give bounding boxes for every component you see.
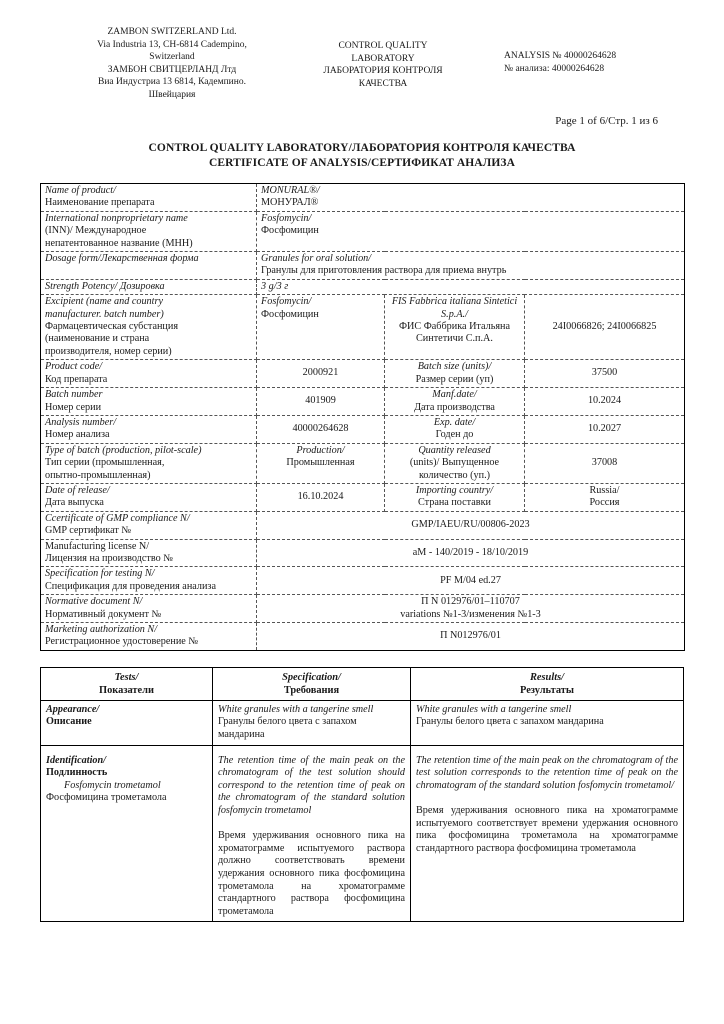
- page-title: [40, 141, 684, 171]
- table-row: [41, 415, 685, 443]
- name-of-product-value: MONURAL®/ МОНУРАЛ®: [257, 184, 685, 212]
- importing-country-value: Russia/ Россия: [525, 483, 685, 511]
- strength-value: 3 g/3 г: [257, 279, 685, 294]
- manufacturer-line-5: Виа Индустриа 13 6814, Кадемпино.: [98, 77, 246, 87]
- table-row: [41, 279, 685, 294]
- laboratory-line-3: ЛАБОРАТОРИЯ КОНТРОЛЯ: [323, 66, 443, 76]
- table-row: [41, 295, 685, 360]
- page-number: Page 1 of 6/Стр. 1 из 6: [555, 115, 658, 127]
- table-row: [41, 360, 685, 388]
- strength-label: Strength Potency/ Дозировка: [41, 279, 257, 294]
- importing-country-label: Importing country/ Страна поставки: [385, 483, 525, 511]
- excipient-label: Excipient (name and country manufacturer. batch number) Фармацевтическая субстанция (наименование и страна производителя, номер серии): [41, 295, 257, 360]
- tests-results-table: [40, 667, 684, 923]
- page-title-line-1: CONTROL QUALITY LABORATORY/ЛАБОРАТОРИЯ КОНТРОЛЯ КАЧЕСТВА: [148, 142, 576, 154]
- manufacturer-line-6: Швейцария: [148, 89, 196, 100]
- test-name-appearance: Appearance/ Описание: [41, 700, 213, 745]
- manf-date-label: Manf.date/ Дата производства: [385, 388, 525, 416]
- analysis-number-ru: № анализа: 40000264628: [504, 63, 605, 74]
- laboratory-line-2: LABORATORY: [351, 53, 415, 64]
- manf-date-value: 10.2024: [525, 388, 685, 416]
- manufacturer-line-3: Switzerland: [149, 52, 195, 62]
- gmp-certificate-label: Ccertificate of GMP compliance N/ GMP сертификат №: [41, 511, 257, 539]
- product-code-label: Product code/ Код препарата: [41, 360, 257, 388]
- normative-document-value: П N 012976/01–110707 variations №1-3/изменения №1-3: [257, 595, 685, 623]
- column-header-results: Results/ Результаты: [411, 667, 684, 700]
- test-result-appearance: White granules with a tangerine smell Гранулы белого цвета с запахом мандарина: [411, 700, 684, 745]
- laboratory-line-4: КАЧЕСТВА: [358, 78, 408, 89]
- specification-label: Specification for testing N/ Спецификация для проведения анализа: [41, 567, 257, 595]
- table-header-row: [41, 667, 684, 700]
- specification-value: PF M/04 ed.27: [257, 567, 685, 595]
- table-row: [41, 252, 685, 280]
- manufacturing-license-value: aM - 140/2019 - 18/10/2019: [257, 539, 685, 567]
- batch-number-label: Batch number Номер серии: [41, 388, 257, 416]
- table-row: [41, 700, 684, 745]
- quantity-released-value: 37008: [525, 443, 685, 483]
- manufacturer-line-4: ЗАМБОН СВИТЦЕРЛАНД Лтд: [107, 64, 237, 75]
- exp-date-value: 10.2027: [525, 415, 685, 443]
- table-row: [41, 623, 685, 651]
- product-code-value: 2000921: [257, 360, 385, 388]
- type-of-batch-value: Production/ Промышленная: [257, 443, 385, 483]
- manufacturer-line-2: Via Industria 13, CH-6814 Cadempino,: [97, 39, 247, 50]
- table-row: [41, 184, 685, 212]
- date-of-release-value: 16.10.2024: [257, 483, 385, 511]
- table-row: [41, 211, 685, 251]
- manufacturing-license-label: Manufacturing license N/ Лицензия на производство №: [41, 539, 257, 567]
- normative-document-label: Normative document N/ Нормативный документ №: [41, 595, 257, 623]
- analysis-number-label: Analysis number/ Номер анализа: [41, 415, 257, 443]
- batch-number-value: 401909: [257, 388, 385, 416]
- product-info-table: [40, 183, 685, 651]
- test-specification-appearance: White granules with a tangerine smell Гранулы белого цвета с запахом мандарина: [213, 700, 411, 745]
- table-row: [41, 511, 685, 539]
- laboratory-block: [288, 26, 478, 90]
- date-of-release-label: Date of release/ Дата выпуска: [41, 483, 257, 511]
- test-result-identification: The retention time of the main peak on the chromatogram of the test solution corresponds to the retention time of peak on the chromatogram of the standard solution fosfomycin trometamol/ Время удерживания основного пика на хроматограмме испытуемого соответствует времени удержания основного пика фосфомицина трометамола на хроматограмме стандартного раствора фосфомицина трометамола: [411, 745, 684, 922]
- inn-value: Fosfomycin/ Фосфомицин: [257, 211, 685, 251]
- table-row: [41, 745, 684, 922]
- table-row: [41, 595, 685, 623]
- excipient-batch-numbers: 24I0066826; 24I0066825: [525, 295, 685, 360]
- laboratory-line-1: CONTROL QUALITY: [338, 41, 428, 51]
- batch-size-label: Batch size (units)/ Размер серии (уп): [385, 360, 525, 388]
- inn-label: International nonproprietary name (INN)/ Международное непатентованное название (МНН): [41, 211, 257, 251]
- dosage-form-label: Dosage form/Лекарственная форма: [41, 252, 257, 280]
- excipient-value: Fosfomycin/ Фосфомицин: [257, 295, 385, 360]
- test-name-identification: Identification/ Подлинность Fosfomycin trometamol Фосфомицина трометамола: [41, 745, 213, 922]
- quantity-released-label: Quantity released (units)/ Выпущенное количество (уп.): [385, 443, 525, 483]
- analysis-number-value: 40000264628: [257, 415, 385, 443]
- test-specification-identification: The retention time of the main peak on the chromatogram of the test solution should correspond to the retention time of peak on the chromatogram of the standard solution fosfomycin trometamol Время удерживания основного пика на хроматограмме испытуемого раствора должно соответствовать времени удержания основного пика фосфомицина трометамола на хроматограмме стандартного раствора фосфомицина трометамола: [213, 745, 411, 922]
- batch-size-value: 37500: [525, 360, 685, 388]
- exp-date-label: Exp. date/ Годен до: [385, 415, 525, 443]
- manufacturer-address-block: [40, 26, 288, 101]
- name-of-product-label: Name of product/ Наименование препарата: [41, 184, 257, 212]
- table-row: [41, 483, 685, 511]
- gmp-certificate-value: GMP/IAEU/RU/00806-2023: [257, 511, 685, 539]
- table-row: [41, 388, 685, 416]
- manufacturer-line-1: ZAMBON SWITZERLAND Ltd.: [107, 27, 237, 37]
- dosage-form-value: Granules for oral solution/ Гранулы для приготовления раствора для приема внутрь: [257, 252, 685, 280]
- document-header: [40, 26, 684, 101]
- table-row: [41, 443, 685, 483]
- table-row: [41, 539, 685, 567]
- type-of-batch-label: Type of batch (production, pilot-scale) Тип серии (промышленная, опытно-промышленная): [41, 443, 257, 483]
- column-header-specification: Specification/ Требования: [213, 667, 411, 700]
- analysis-number-en: ANALYSIS № 40000264628: [504, 51, 617, 61]
- excipient-manufacturer: FIS Fabbrica italiana Sintetici S.p.A./ ФИС Фаббрика Итальяна Синтетичи С.п.А.: [385, 295, 525, 360]
- page-title-line-2: CERTIFICATE OF ANALYSIS/СЕРТИФИКАТ АНАЛИЗА: [209, 157, 515, 169]
- analysis-number-block: [478, 26, 684, 75]
- column-header-tests: Tests/ Показатели: [41, 667, 213, 700]
- marketing-authorization-label: Marketing authorization N/ Регистрационное удостоверение №: [41, 623, 257, 651]
- marketing-authorization-value: П N012976/01: [257, 623, 685, 651]
- table-row: [41, 567, 685, 595]
